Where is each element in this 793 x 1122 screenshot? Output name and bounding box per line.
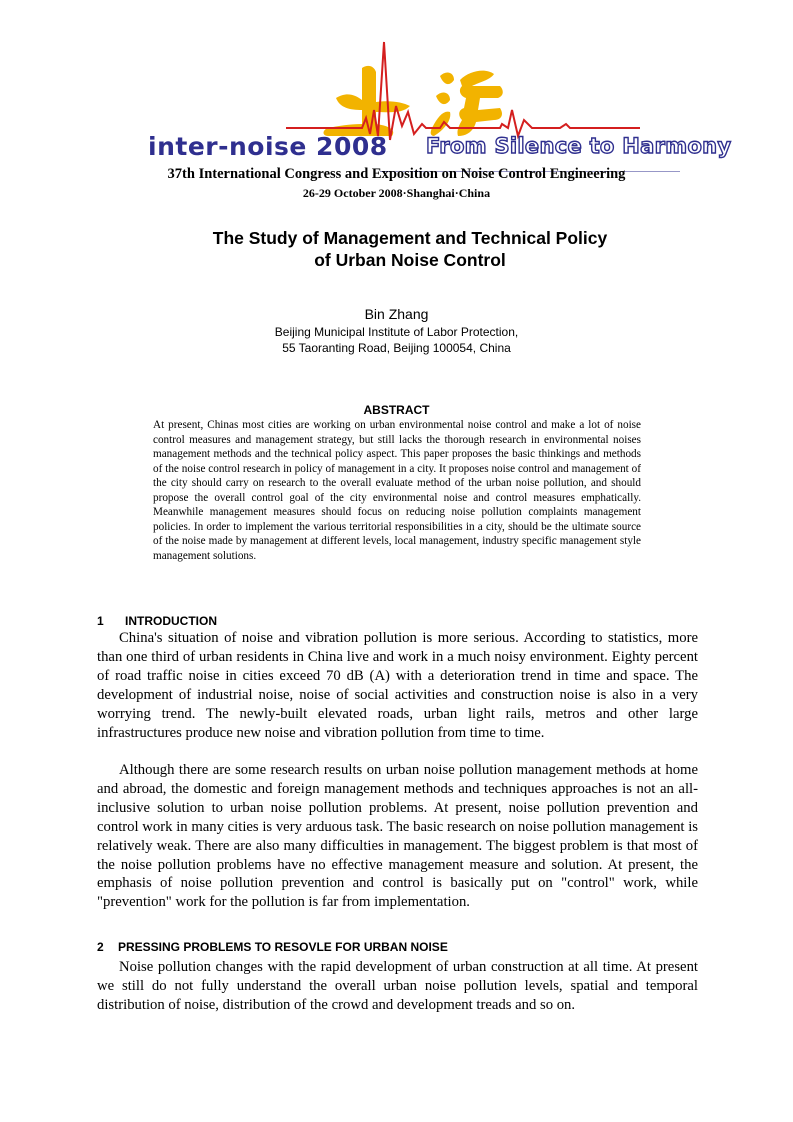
body-paragraph: China's situation of noise and vibration pollution is more serious. According to statistics, more than one third of urban residents in China live and work in a much noisy environment. Eighty percent of road traffic noise in cities exceed 70 dB (A) with a deterioration trend in time and space. The development of industrial noise, noise of social activities and construction noise is also in a very worrying trend. The newly-built elevated roads, urban light rails, metros and other large infrastructures produce new noise and vibration pollution from time to time. — [97, 630, 698, 741]
section-heading-pressing-problems — [97, 940, 448, 954]
dates-line: 26-29 October 2008·Shanghai·China — [302, 186, 491, 200]
title-line-1: The Study of Management and Technical Policy — [212, 228, 608, 248]
affiliation-line-1: Beijing Municipal Institute of Labor Protection, — [274, 325, 519, 339]
conference-wordmark: inter-noise 2008 — [148, 132, 388, 161]
title-line-2: of Urban Noise Control — [314, 250, 506, 270]
author-affiliation — [0, 324, 793, 356]
section-title: PRESSING PROBLEMS TO RESOVLE FOR URBAN NOISE — [118, 940, 448, 954]
section-title: INTRODUCTION — [125, 614, 217, 628]
section-number: 2 — [97, 940, 104, 954]
congress-line: 37th International Congress and Exposition on Noise Control Engineering — [167, 166, 626, 182]
conference-slogan: From Silence to Harmony — [426, 134, 732, 158]
conference-logo — [140, 40, 732, 172]
section-heading-introduction — [97, 614, 217, 628]
section-number: 1 — [97, 614, 104, 628]
affiliation-line-2: 55 Taoranting Road, Beijing 100054, China — [282, 341, 511, 355]
body-paragraph: Although there are some research results on urban noise pollution management methods at home and abroad, the domestic and foreign management methods and techniques approaches is not an all-inclusive solution to urban noise pollution problems. At present, noise pollution prevention and control work in many cities is very arduous task. The basic research on noise pollution management is relatively weak. There are also many difficulties in management. The biggest problem is that most of the noise pollution problems have no effective management measure and solution. At present, the emphasis of noise pollution prevention and control is basically put on "control" work, while "prevention" work for the pollution is far from implementation. — [97, 762, 698, 911]
abstract-heading: ABSTRACT — [363, 403, 430, 417]
abstract-text: At present, Chinas most cities are working on urban environmental noise control and make a lot of noise control measures and management strategy, but still lacks the thorough research in environmental noises management methods and the technical policy aspect. This paper proposes the basic thinkings and methods of the noise control research in policy of management in a city. It proposes noise control and management of the city should carry on research to the overall evaluate method of the urban noise pollution, and should propose the overall control goal of the city environmental noise and control measures emphatically. Meanwhile management measures should focus on reducing noise pollution complaints management policies. In order to implement the various territorial responsibilities in a city, should be the ultimate source of the noise made by management at different levels, local management, industry specific management style management solutions. — [153, 419, 641, 562]
chinese-calligraphy-graphic — [324, 66, 503, 136]
paper-title — [0, 227, 793, 271]
body-paragraph: Noise pollution changes with the rapid development of urban construction at all time. At present we still do not fully understand the overall urban noise pollution levels, spatial and temporal distribution of noise, distribution of the crowd and development treads and so on. — [97, 959, 698, 1013]
author-name: Bin Zhang — [364, 306, 429, 322]
